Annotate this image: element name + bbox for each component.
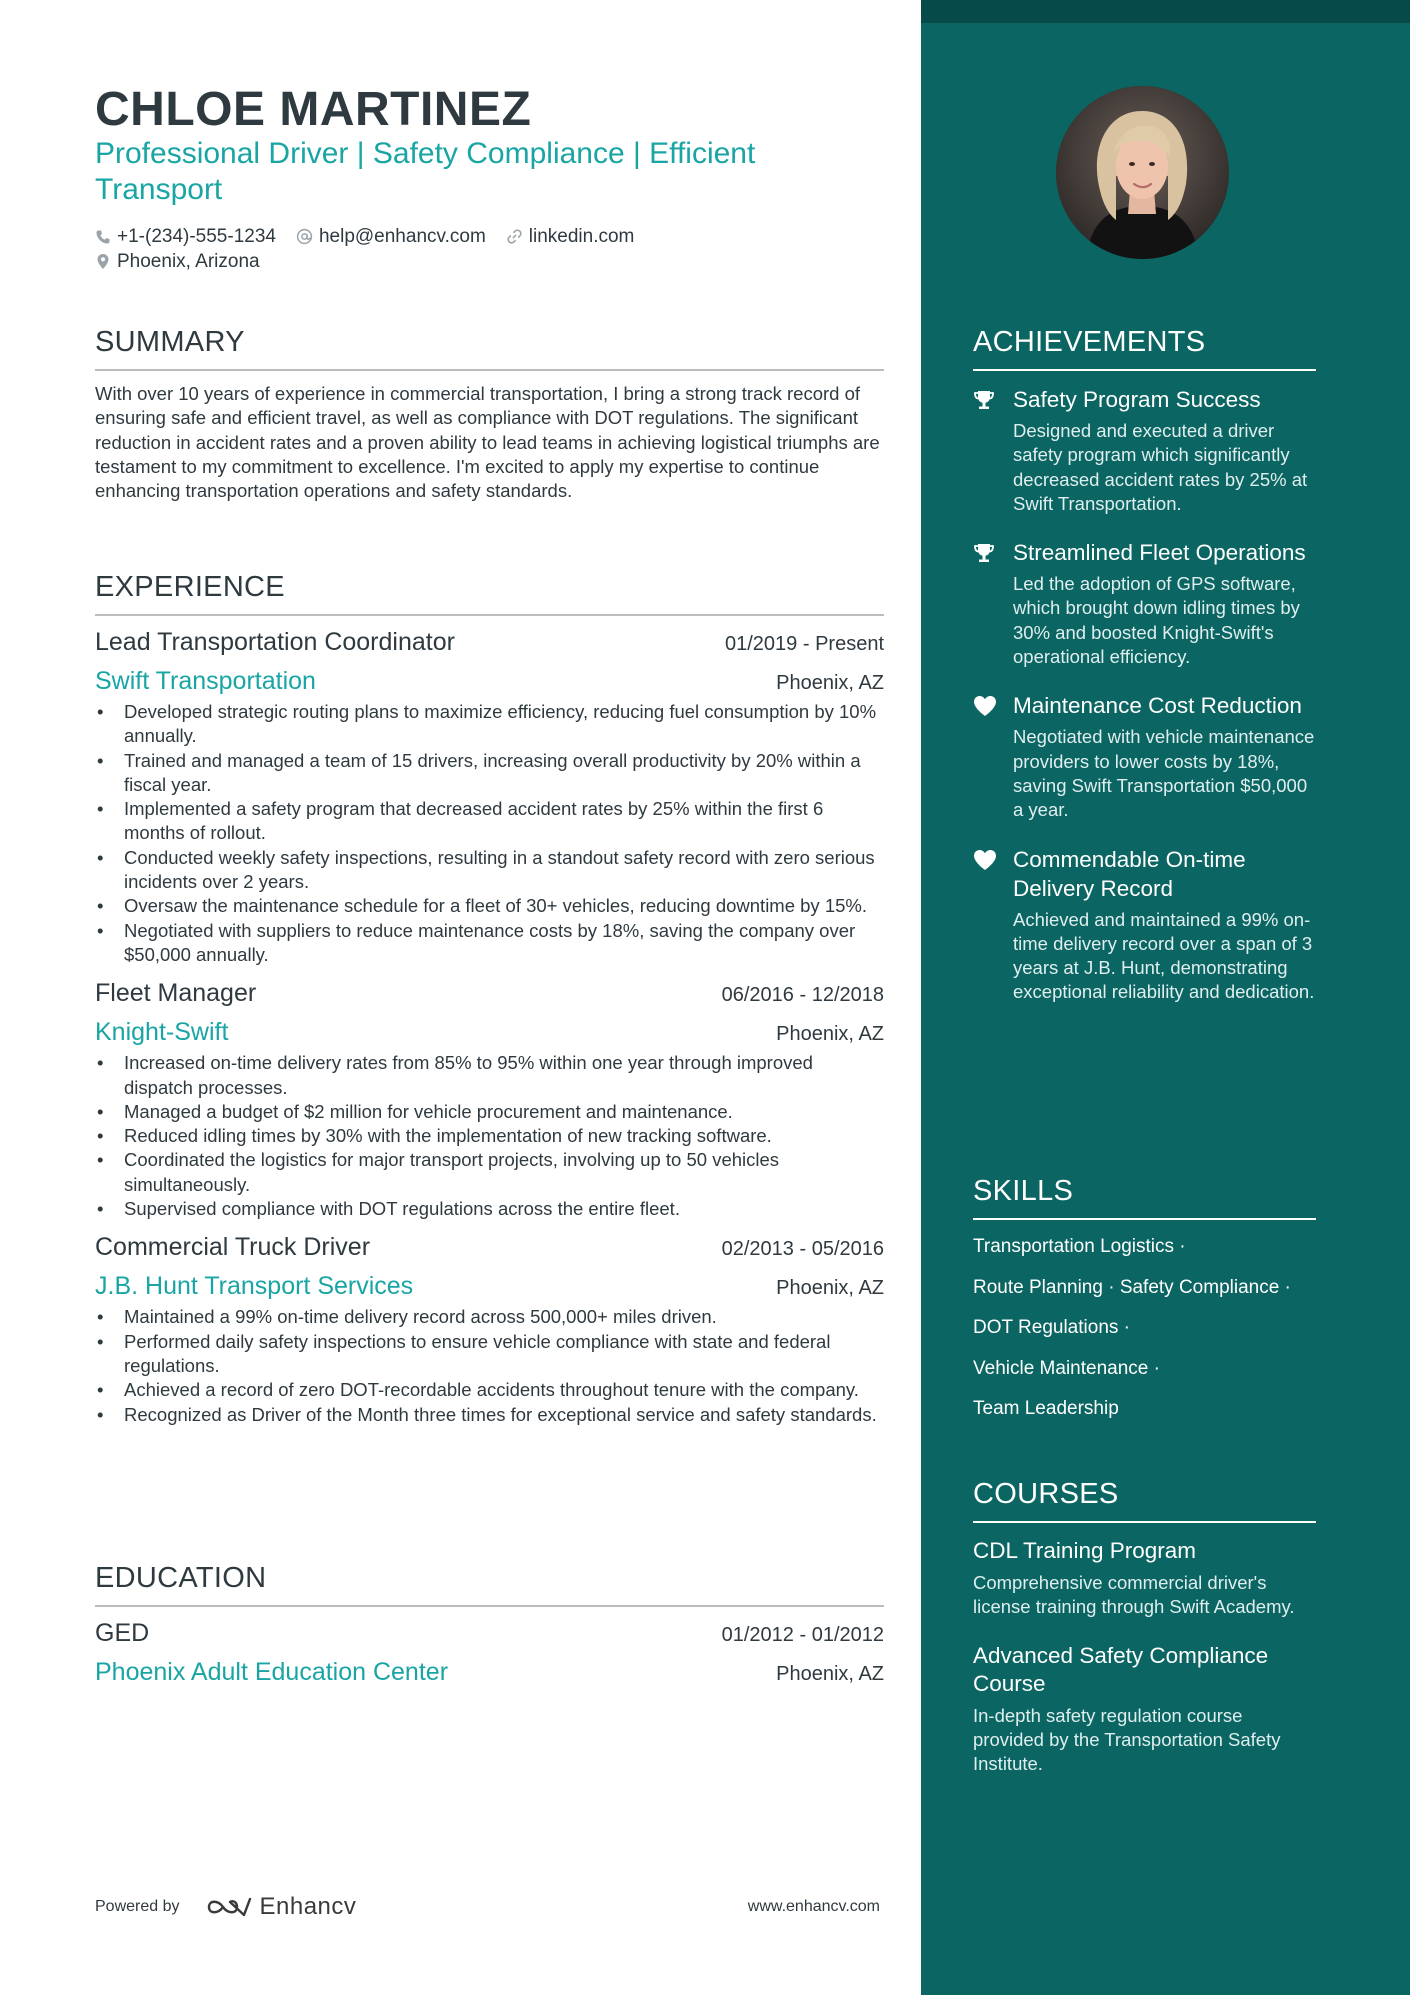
- phone-contact[interactable]: [95, 226, 276, 248]
- section-divider: [973, 369, 1316, 371]
- education-section: [95, 1562, 884, 1687]
- bullet-item: • Conducted weekly safety inspections, resulting in a standout safety record with zero serious incidents over 2 years.: [95, 846, 884, 895]
- skills-title: SKILLS: [973, 1175, 1074, 1207]
- bullet-item: • Managed a budget of $2 million for vehicle procurement and maintenance.: [95, 1100, 884, 1124]
- course-title: Advanced Safety Compliance Course: [973, 1642, 1269, 1696]
- contact-info: [95, 224, 654, 274]
- course-description: Comprehensive commercial driver's license training through Swift Academy.: [973, 1572, 1295, 1618]
- at-icon: [296, 228, 313, 245]
- job-dates: 02/2013 - 05/2016: [721, 1238, 884, 1261]
- bullet-item: • Maintained a 99% on-time delivery record across 500,000+ miles driven.: [95, 1305, 884, 1329]
- email-text: help@enhancv.com: [318, 225, 486, 247]
- school-name: Phoenix Adult Education Center: [95, 1658, 449, 1686]
- education-dates: 01/2012 - 01/2012: [721, 1624, 884, 1646]
- job-title: Fleet Manager: [95, 979, 257, 1008]
- profile-photo: [1056, 86, 1229, 259]
- company-name: Knight-Swift: [95, 1018, 229, 1047]
- candidate-name: CHLOE MARTINEZ: [95, 83, 532, 136]
- location-pin-icon: [95, 253, 111, 270]
- education-title: EDUCATION: [95, 1562, 267, 1594]
- job-title: Lead Transportation Coordinator: [95, 628, 455, 656]
- course-title: CDL Training Program: [973, 1538, 1197, 1563]
- email-contact[interactable]: [296, 226, 486, 248]
- skill-row: Route Planning · Safety Compliance ·: [973, 1276, 1291, 1298]
- enhancv-logo-icon: [206, 1895, 252, 1919]
- bullet-item: • Oversaw the maintenance schedule for a fleet of 30+ vehicles, reducing downtime by 15%.: [95, 894, 884, 918]
- job-title: Commercial Truck Driver: [95, 1233, 371, 1262]
- achievement-title: Maintenance Cost Reduction: [1013, 693, 1302, 719]
- achievement-title: Streamlined Fleet Operations: [1013, 540, 1306, 566]
- achievement-item: [973, 691, 1316, 822]
- bullet-item: • Achieved a record of zero DOT-recordable accidents throughout tenure with the company.: [95, 1378, 884, 1402]
- company-name: Swift Transportation: [95, 667, 316, 695]
- experience-section: [95, 571, 884, 1427]
- summary-title: SUMMARY: [95, 326, 245, 358]
- linkedin-contact[interactable]: [506, 226, 635, 248]
- phone-text: +1-(234)-555-1234: [117, 225, 276, 247]
- course-description: In-depth safety regulation course provided by the Transportation Safety Institute.: [973, 1704, 1281, 1775]
- job-dates: 01/2019 - Present: [725, 633, 884, 655]
- company-name: J.B. Hunt Transport Services: [95, 1272, 414, 1301]
- skills-list: [973, 1234, 1316, 1437]
- bullet-list: [95, 700, 884, 967]
- experience-entry: [95, 628, 884, 967]
- sidebar-top-band: [921, 0, 1410, 23]
- trophy-icon: [973, 389, 995, 411]
- location-contact: [95, 251, 260, 273]
- bullet-item: • Negotiated with suppliers to reduce maintenance costs by 18%, saving the company over $50,000 annually.: [95, 919, 884, 968]
- location-text: Phoenix, Arizona: [117, 250, 260, 272]
- section-divider: [95, 1605, 884, 1607]
- achievement-item: [973, 845, 1316, 1005]
- achievement-description: Negotiated with vehicle maintenance providers to lower costs by 18%, saving Swift Transportation $50,000 a year.: [1013, 726, 1315, 821]
- achievements-section: [973, 326, 1316, 1005]
- bullet-item: • Recognized as Driver of the Month three times for exceptional service and safety standards.: [95, 1403, 884, 1427]
- bullet-item: • Trained and managed a team of 15 drivers, increasing overall productivity by 20% within a fiscal year.: [95, 749, 884, 798]
- link-icon: [506, 228, 523, 245]
- skill-row: DOT Regulations ·: [973, 1317, 1130, 1338]
- heart-icon: [973, 849, 997, 871]
- enhancv-logo[interactable]: [206, 1893, 357, 1921]
- achievement-item: [973, 385, 1316, 516]
- bullet-item: • Coordinated the logistics for major transport projects, involving up to 50 vehicles simultaneously.: [95, 1148, 884, 1197]
- headline: Professional Driver | Safety Compliance | Efficient Transport: [95, 137, 756, 206]
- courses-section: [973, 1478, 1316, 1776]
- skill-row: Team Leadership: [973, 1398, 1119, 1419]
- bullet-list: [95, 1051, 884, 1221]
- achievement-description: Designed and executed a driver safety program which significantly decreased accident rates by 25% at Swift Transportation.: [1013, 420, 1308, 514]
- education-entry: [95, 1619, 884, 1687]
- course-item: [973, 1537, 1316, 1620]
- job-location: Phoenix, AZ: [776, 1277, 884, 1300]
- bullet-item: • Developed strategic routing plans to maximize efficiency, reducing fuel consumption by 10% annually.: [95, 700, 884, 749]
- portrait-image: [1056, 86, 1229, 259]
- powered-by-label: Powered by: [95, 1898, 180, 1915]
- job-location: Phoenix, AZ: [776, 672, 884, 694]
- bullet-item: • Supervised compliance with DOT regulations across the entire fleet.: [95, 1197, 884, 1221]
- achievements-title: ACHIEVEMENTS: [973, 326, 1206, 358]
- bullet-list: [95, 1305, 884, 1426]
- section-divider: [973, 1218, 1316, 1220]
- school-location: Phoenix, AZ: [776, 1663, 884, 1685]
- achievement-description: Achieved and maintained a 99% on-time delivery record over a span of 3 years at J.B. Hunt, demonstrating exceptional reliability and dedication.: [1013, 908, 1315, 1003]
- achievement-item: [973, 538, 1316, 669]
- summary-text: With over 10 years of experience in commercial transportation, I bring a strong track record of ensuring safe and efficient travel, as well as compliance with DOT regulations. The significant reduction in accident rates and a proven ability to lead teams in achieving logistical triumphs are testament to my commitment to excellence. I'm excited to apply my expertise to continue enhancing transportation operations and safety standards.: [95, 383, 880, 502]
- skill-row: Transportation Logistics ·: [973, 1236, 1186, 1257]
- experience-entry: [95, 1233, 884, 1426]
- trophy-icon: [973, 542, 995, 564]
- courses-title: COURSES: [973, 1478, 1119, 1510]
- achievement-title: Commendable On-time Delivery Record: [1013, 846, 1246, 901]
- achievement-description: Led the adoption of GPS software, which brought down idling times by 30% and boosted Knight-Swift's operational efficiency.: [1013, 573, 1300, 668]
- degree: GED: [95, 1619, 150, 1647]
- section-divider: [95, 369, 884, 371]
- experience-title: EXPERIENCE: [95, 571, 285, 603]
- bullet-item: • Performed daily safety inspections to ensure vehicle compliance with state and federal regulations.: [95, 1330, 884, 1379]
- brand-name: Enhancv: [259, 1893, 357, 1920]
- experience-entry: [95, 979, 884, 1221]
- phone-icon: [95, 229, 111, 245]
- achievement-title: Safety Program Success: [1013, 387, 1261, 412]
- skills-section: [973, 1175, 1316, 1437]
- bullet-item: • Reduced idling times by 30% with the implementation of new tracking software.: [95, 1124, 884, 1148]
- course-item: [973, 1642, 1316, 1777]
- job-dates: 06/2016 - 12/2018: [721, 984, 884, 1007]
- website-link[interactable]: www.enhancv.com: [747, 1898, 880, 1915]
- bullet-item: • Increased on-time delivery rates from 85% to 95% within one year through improved dispatch processes.: [95, 1051, 884, 1100]
- footer: [95, 1893, 880, 1921]
- summary-section: [95, 326, 884, 503]
- section-divider: [95, 614, 884, 616]
- skill-row: Vehicle Maintenance ·: [973, 1357, 1160, 1379]
- heart-icon: [973, 695, 997, 717]
- job-location: Phoenix, AZ: [776, 1023, 884, 1046]
- linkedin-text: linkedin.com: [528, 225, 635, 247]
- section-divider: [973, 1521, 1316, 1523]
- bullet-item: • Implemented a safety program that decreased accident rates by 25% within the first 6 months of rollout.: [95, 797, 884, 846]
